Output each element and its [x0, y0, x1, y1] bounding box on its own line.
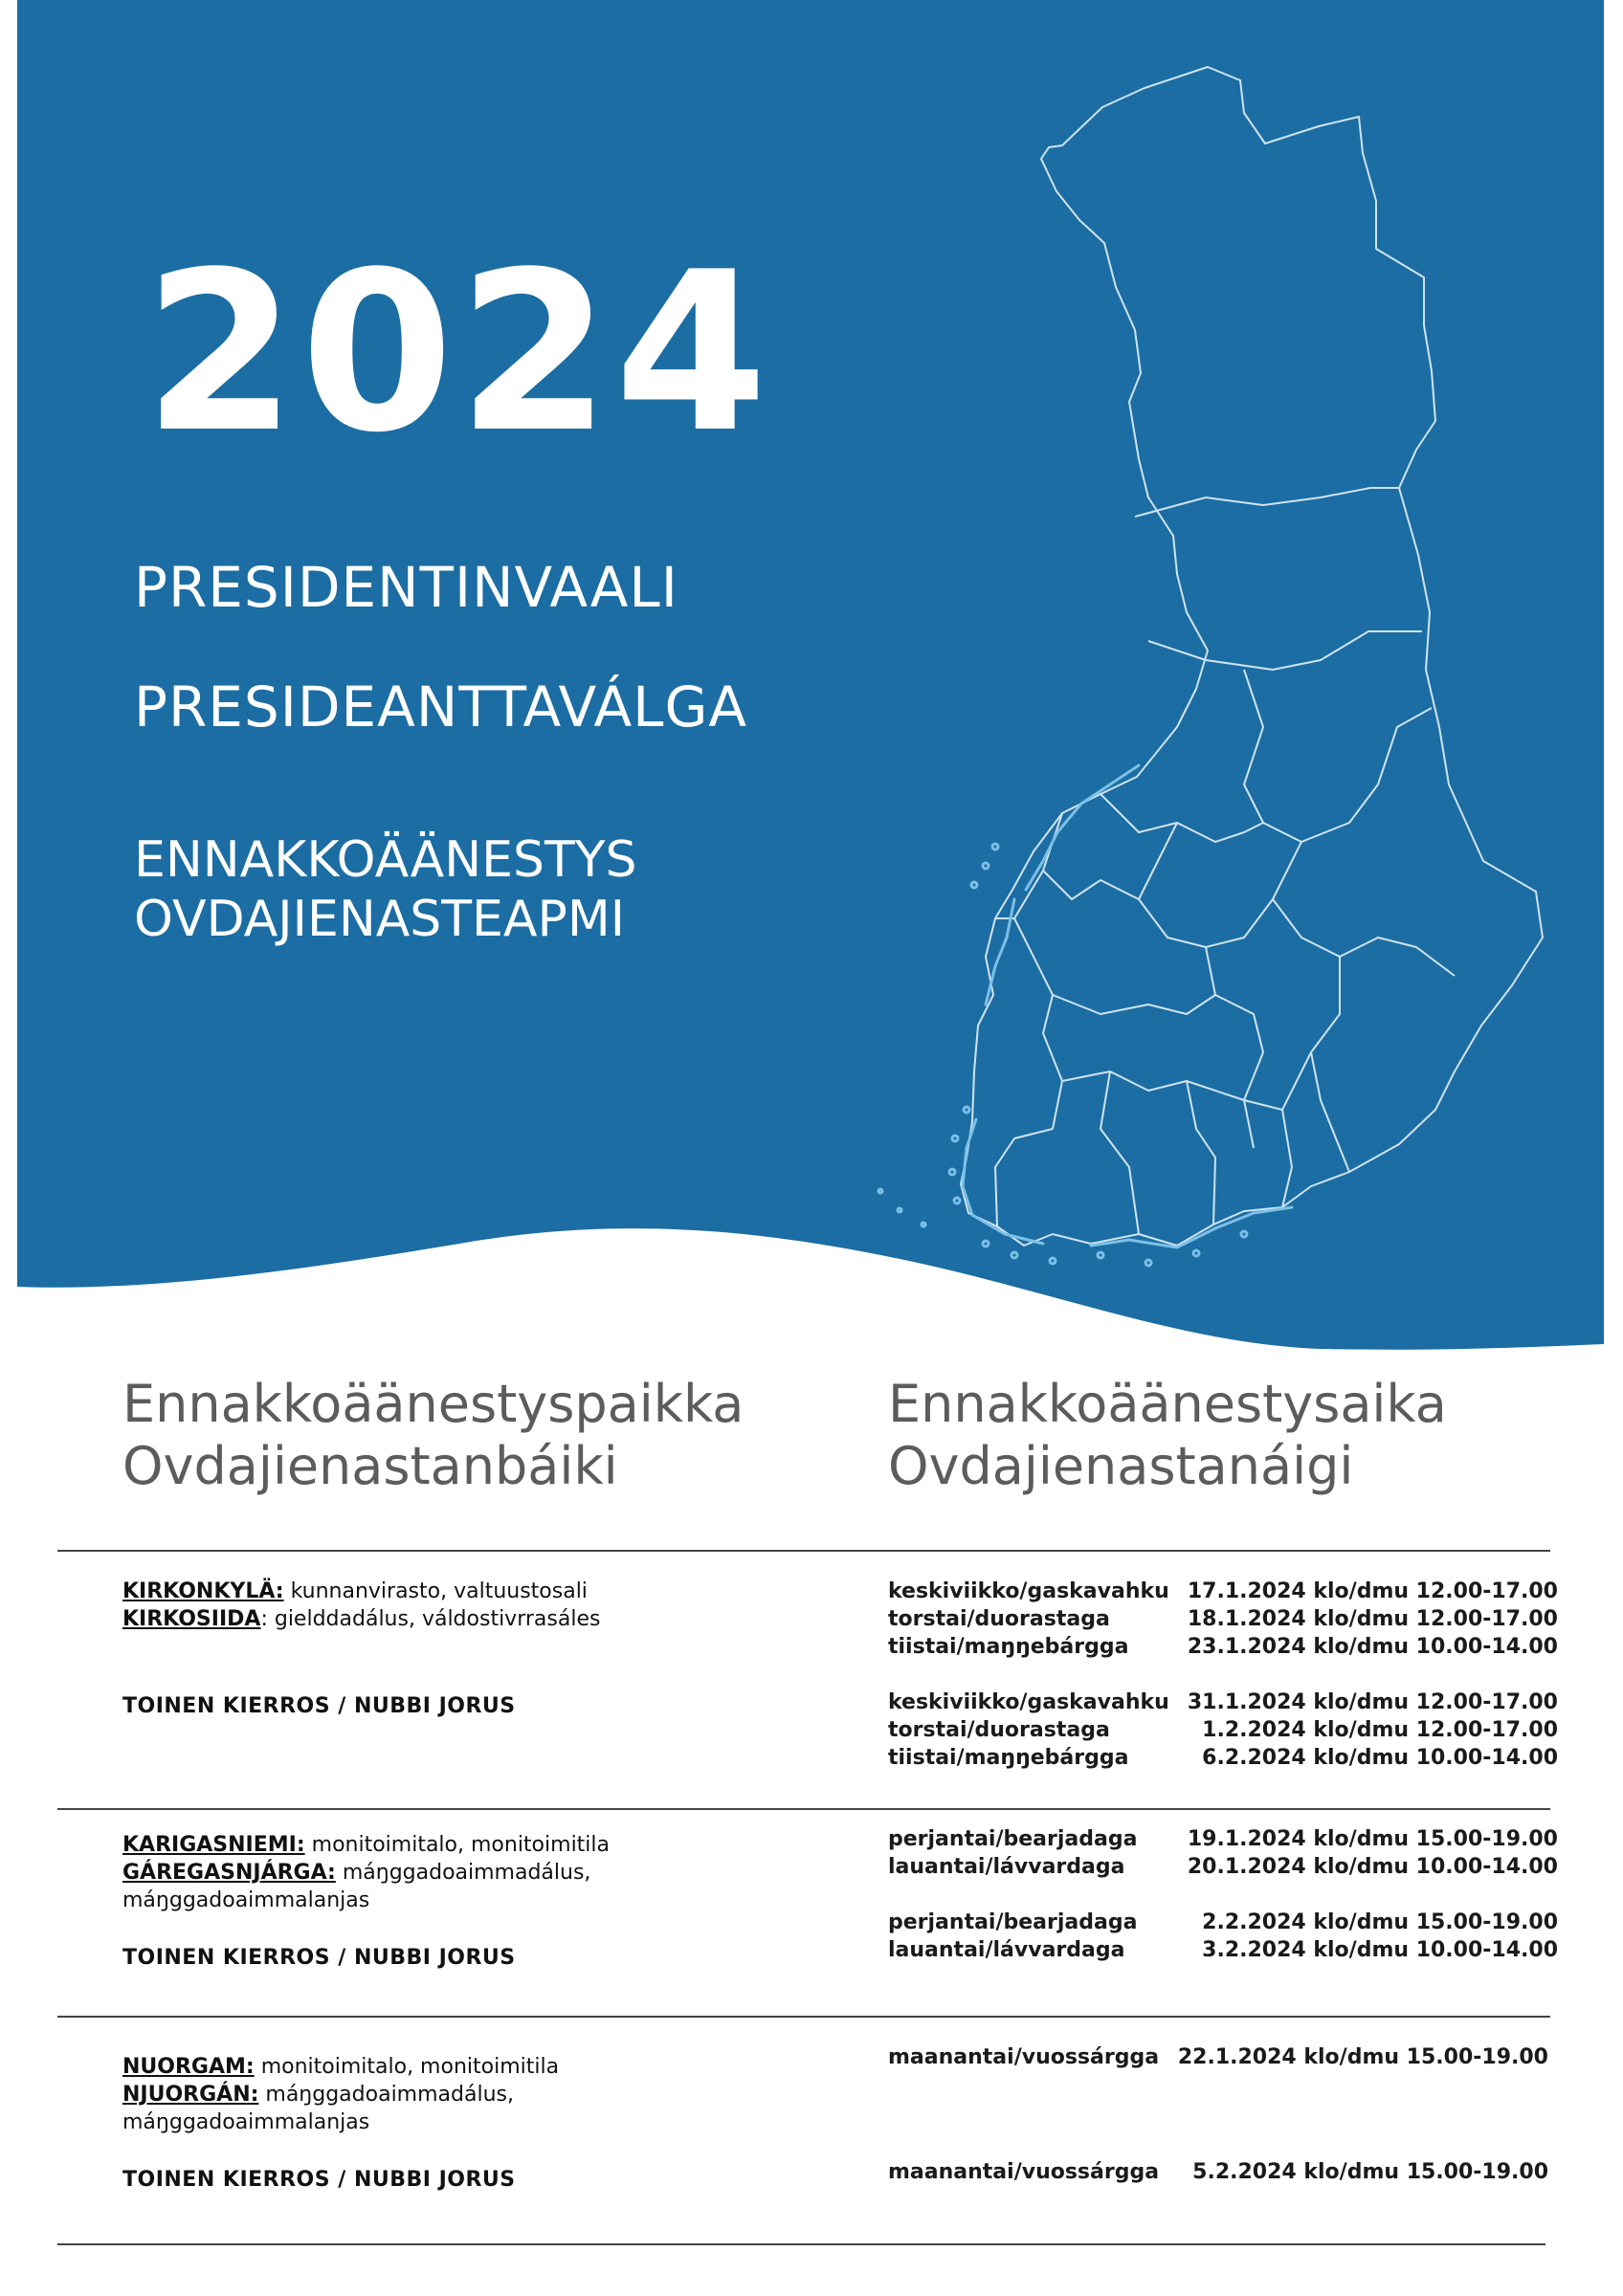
date-time: 5.2.2024 klo/dmu 15.00-19.00 [1192, 2160, 1548, 2184]
schedule-row [888, 1825, 1558, 1853]
location-place: máŋggadoaimmadálus, [258, 2083, 514, 2107]
second-round-label [122, 2166, 735, 2194]
location [122, 2053, 735, 2136]
weekday: lauantai/lávvardaga [888, 1938, 1125, 1962]
schedule-row [888, 1633, 1558, 1661]
location-line-se-cont [122, 1887, 735, 1914]
location-name: KIRKOSIIDA [122, 1607, 261, 1631]
second-round-label [122, 1944, 735, 1972]
schedule-row [888, 1689, 1558, 1716]
place-heading-se: Ovdajienastanbáiki [122, 1436, 618, 1497]
weekday: maanantai/vuossárgga [888, 2045, 1160, 2069]
location-place: kunnanvirasto, valtuustosali [283, 1579, 588, 1603]
schedule [888, 1578, 1558, 1772]
location [122, 1578, 735, 1633]
weekday: lauantai/lávvardaga [888, 1855, 1125, 1879]
location [122, 1831, 735, 1914]
date-time: 1.2.2024 klo/dmu 12.00-17.00 [1202, 1718, 1558, 1742]
divider [57, 2016, 1550, 2018]
date-time: 22.1.2024 klo/dmu 15.00-19.00 [1177, 2045, 1548, 2069]
place-column-heading [122, 1373, 744, 1498]
location-name: KARIGASNIEMI: [122, 1833, 305, 1857]
date-time: 18.1.2024 klo/dmu 12.00-17.00 [1187, 1607, 1558, 1631]
weekday: torstai/duorastaga [888, 1718, 1110, 1742]
round-label: TOINEN KIERROS / NUBBI JORUS [122, 1694, 516, 1718]
location-line-se [122, 1859, 735, 1887]
election-title-fi: PRESIDENTINVAALI [134, 555, 678, 620]
divider [57, 1808, 1550, 1810]
date-time: 23.1.2024 klo/dmu 10.00-14.00 [1187, 1635, 1558, 1659]
advance-voting-title-fi: ENNAKKOÄÄNESTYS [134, 831, 637, 889]
second-round-label [122, 1692, 735, 1720]
schedule-row [888, 1744, 1558, 1772]
location-name: KIRKONKYLÄ: [122, 1579, 284, 1603]
weekday: torstai/duorastaga [888, 1607, 1110, 1631]
date-time: 31.1.2024 klo/dmu 12.00-17.00 [1187, 1690, 1558, 1714]
schedule-row [888, 2158, 1548, 2186]
weekday: perjantai/bearjadaga [888, 1910, 1138, 1934]
schedule [888, 1825, 1558, 1964]
location-line-se [122, 1605, 735, 1633]
date-time: 19.1.2024 klo/dmu 15.00-19.00 [1187, 1827, 1558, 1851]
schedule-row [888, 1909, 1558, 1936]
time-heading-se: Ovdajienastanáigi [888, 1436, 1354, 1497]
weekday: keskiviikko/gaskavahku [888, 1690, 1169, 1714]
location-place: máŋggadoaimmalanjas [122, 1888, 370, 1912]
location-place: máŋggadoaimmadálus, [335, 1861, 591, 1885]
date-time: 3.2.2024 klo/dmu 10.00-14.00 [1202, 1938, 1558, 1962]
divider [57, 1550, 1550, 1552]
date-time: 20.1.2024 klo/dmu 10.00-14.00 [1187, 1855, 1558, 1879]
advance-voting-title [134, 830, 636, 950]
schedule-row [888, 1853, 1558, 1881]
weekday: perjantai/bearjadaga [888, 1827, 1138, 1851]
schedule-row [888, 2043, 1548, 2071]
location-line-fi [122, 1831, 735, 1859]
schedule-row [888, 1578, 1558, 1605]
weekday: tiistai/maŋŋebárgga [888, 1746, 1129, 1770]
location-line-fi [122, 1578, 735, 1605]
date-time: 6.2.2024 klo/dmu 10.00-14.00 [1202, 1746, 1558, 1770]
divider [57, 2243, 1545, 2245]
time-column-heading [888, 1373, 1447, 1498]
round-label: TOINEN KIERROS / NUBBI JORUS [122, 2168, 516, 2192]
date-time: 17.1.2024 klo/dmu 12.00-17.00 [1187, 1579, 1558, 1603]
weekday: tiistai/maŋŋebárgga [888, 1635, 1129, 1659]
schedule-second-round [888, 2158, 1548, 2186]
location-name: GÁREGASNJÁRGA: [122, 1861, 336, 1885]
location-line-se-cont [122, 2108, 735, 2136]
location-place: máŋggadoaimmalanjas [122, 2110, 370, 2134]
schedule-row [888, 1605, 1558, 1633]
location-line-fi [122, 2053, 735, 2081]
year-heading: 2024 [144, 226, 772, 481]
location-place: monitoimitalo, monitoimitila [304, 1833, 611, 1857]
date-time: 2.2.2024 klo/dmu 15.00-19.00 [1202, 1910, 1558, 1934]
round-label: TOINEN KIERROS / NUBBI JORUS [122, 1946, 516, 1970]
weekday: keskiviikko/gaskavahku [888, 1579, 1169, 1603]
election-title-se: PRESIDEANTTAVÁLGA [134, 674, 748, 740]
time-heading-fi: Ennakkoäänestysaika [888, 1374, 1447, 1434]
weekday: maanantai/vuossárgga [888, 2160, 1160, 2184]
schedule-row [888, 1716, 1558, 1744]
location-place: monitoimitalo, monitoimitila [254, 2055, 560, 2079]
location-name: NUORGAM: [122, 2055, 255, 2079]
schedule [888, 2043, 1548, 2071]
location-name: NJUORGÁN: [122, 2083, 259, 2107]
advance-voting-title-se: OVDAJIENASTEAPMI [134, 891, 626, 949]
location-line-se [122, 2081, 735, 2108]
schedule-row [888, 1936, 1558, 1964]
place-heading-fi: Ennakkoäänestyspaikka [122, 1374, 745, 1434]
location-place: : gielddadálus, váldostivrrasáles [260, 1607, 601, 1631]
